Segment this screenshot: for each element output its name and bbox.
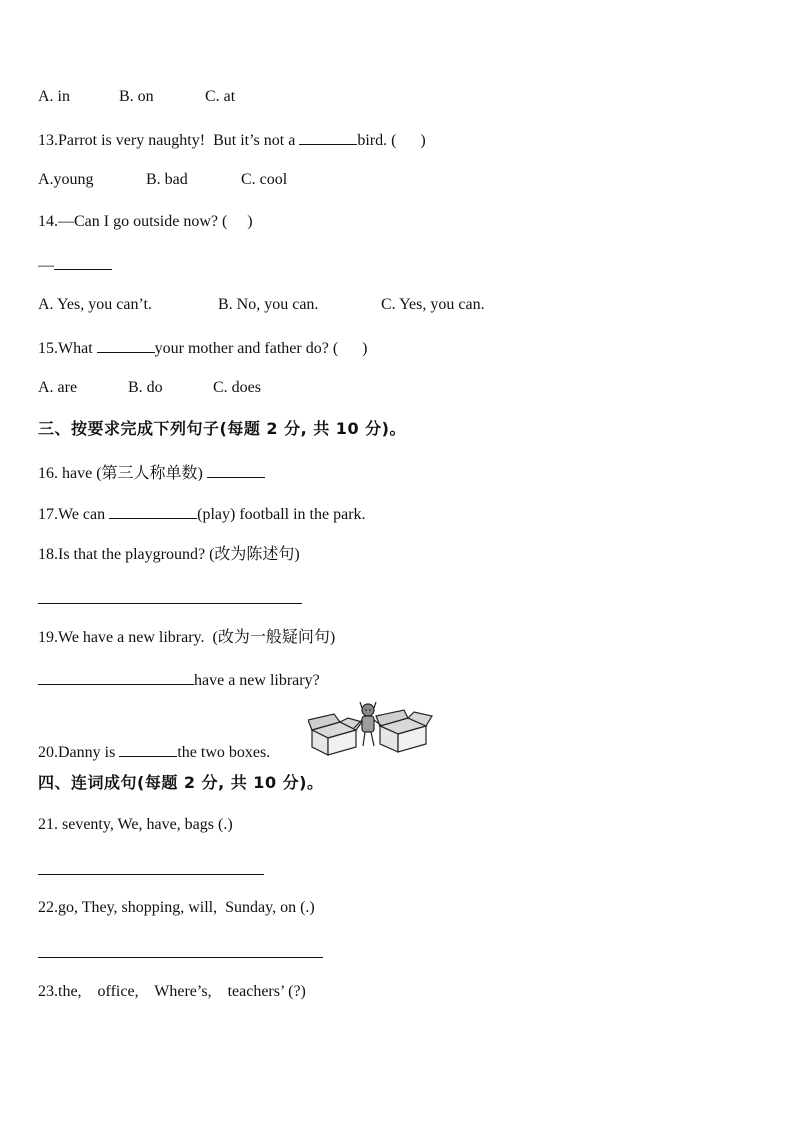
q15-option-b: B. do: [128, 379, 163, 396]
question-21: 21. seventy, We, have, bags (.): [38, 816, 233, 833]
q20-text-after: the two boxes.: [177, 744, 271, 761]
question-13: [38, 129, 426, 151]
q13-text-after: bird. ( ): [357, 132, 426, 149]
q21-answer-line[interactable]: [38, 874, 264, 875]
q14-option-a: A. Yes, you can’t.: [38, 296, 152, 313]
q12-option-a: A. in: [38, 88, 70, 105]
q12-option-c: C. at: [205, 88, 236, 105]
q12-option-b: B. on: [119, 88, 154, 105]
q20-answer-blank[interactable]: [119, 741, 177, 757]
q14-answer-dash: —: [38, 257, 54, 274]
question-23: 23.the, office, Where’s, teachers’ (?): [38, 983, 306, 1000]
question-18: 18.Is that the playground? (改为陈述句): [38, 546, 300, 563]
section-4-heading: 四、连词成句(每题 2 分, 共 10 分)。: [38, 773, 324, 792]
q14-answer-line: [38, 254, 112, 276]
q15-option-c: C. does: [213, 379, 261, 396]
q15-text-before: 15.What: [38, 340, 97, 357]
q17-answer-blank[interactable]: [109, 503, 197, 519]
section-3-heading: 三、按要求完成下列句子(每题 2 分, 共 10 分)。: [38, 419, 406, 438]
q13-answer-blank[interactable]: [299, 129, 357, 145]
q22-answer-line[interactable]: [38, 957, 323, 958]
q19-answer-blank[interactable]: [38, 669, 194, 685]
q17-text-after: (play) football in the park.: [197, 506, 366, 523]
question-19: 19.We have a new library. (改为一般疑问句): [38, 629, 336, 646]
question-15: [38, 337, 367, 359]
q16-answer-blank[interactable]: [207, 462, 265, 478]
q13-text-before: 13.Parrot is very naughty! But it’s not a: [38, 132, 300, 149]
q18-answer-line[interactable]: [38, 603, 302, 604]
q19-answer-after: have a new library?: [194, 672, 320, 689]
q15-answer-blank[interactable]: [97, 337, 155, 353]
q13-option-b: B. bad: [146, 171, 188, 188]
q14-option-c: C. Yes, you can.: [381, 296, 485, 313]
question-22: 22.go, They, shopping, will, Sunday, on (.): [38, 899, 315, 916]
q15-option-a: A. are: [38, 379, 78, 396]
question-14: 14.—Can I go outside now? ( ): [38, 213, 253, 230]
q15-text-after: your mother and father do? ( ): [154, 340, 368, 357]
q13-option-c: C. cool: [241, 171, 288, 188]
q13-option-a: A.young: [38, 171, 94, 188]
q14-option-b: B. No, you can.: [218, 296, 319, 313]
q20-text-before: 20.Danny is: [38, 744, 120, 761]
q17-text-before: 17.We can: [38, 506, 110, 523]
q19-answer-line: [38, 669, 320, 691]
boxes-illustration: [308, 700, 434, 758]
q16-text: 16. have (第三人称单数): [38, 465, 207, 482]
question-20: [38, 741, 270, 763]
question-16: [38, 462, 265, 484]
question-17: [38, 503, 366, 525]
q14-answer-blank[interactable]: [54, 254, 112, 270]
